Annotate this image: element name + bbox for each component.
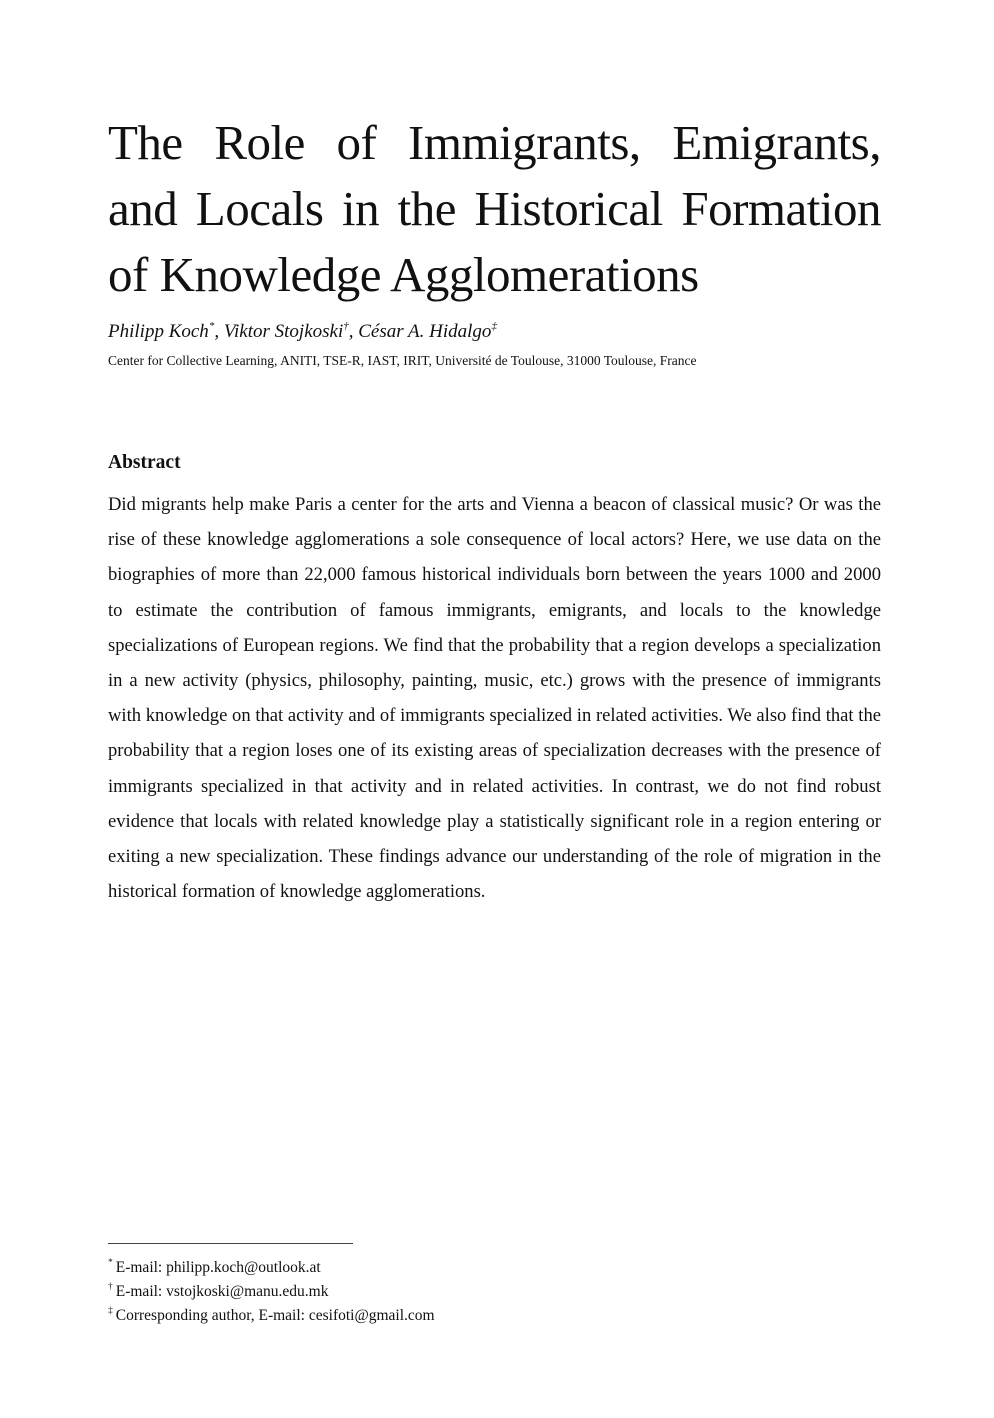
author-separator: , bbox=[348, 321, 359, 342]
footnote-text: E-mail: vstojkoski@manu.edu.mk bbox=[115, 1283, 329, 1300]
footnote-text: Corresponding author, E-mail: cesifoti@gmail.com bbox=[115, 1307, 435, 1324]
author-name: Philipp Koch bbox=[108, 321, 209, 342]
footnote bbox=[108, 1280, 435, 1304]
author-separator: , bbox=[214, 321, 224, 342]
paper-title: The Role of Immigrants, Emigrants, and Locals in the Historical Formation of Knowledge Agglomerations bbox=[108, 115, 881, 302]
footnote-mark: * bbox=[108, 1257, 113, 1268]
footnote bbox=[108, 1304, 435, 1328]
footnote-mark: † bbox=[108, 1281, 113, 1292]
footnote bbox=[108, 1256, 435, 1280]
affiliation: Center for Collective Learning, ANITI, TSE-R, IAST, IRIT, Université de Toulouse, 31000 Toulouse, France bbox=[108, 353, 697, 368]
abstract-heading: Abstract bbox=[108, 452, 181, 473]
author-footnote-mark: * bbox=[208, 319, 215, 332]
footnote-text: E-mail: philipp.koch@outlook.at bbox=[115, 1259, 321, 1276]
author-footnote-mark: † bbox=[343, 319, 349, 332]
footnote-mark: ‡ bbox=[108, 1305, 113, 1316]
abstract-text: Did migrants help make Paris a center for the arts and Vienna a beacon of classical music? Or was the rise of these knowledge agglomerations a sole consequence of local actors? Here, we use data on the biographies of more than 22,000 famous historical individuals born between the years 1000 and 2000 to estimate the contribution of famous immigrants, emigrants, and locals to the knowledge specializations of European regions. We find that the probability that a region develops a specialization in a new activity (physics, philosophy, painting, music, etc.) grows with the presence of immigrants with knowledge on that activity and of immigrants specialized in related activities. We also find that the probability that a region loses one of its existing areas of specialization decreases with the presence of immigrants specialized in that activity and in related activities. In contrast, we do not find robust evidence that locals with related knowledge play a statistically significant role in a region entering or exiting a new specialization. These findings advance our understanding of the role of migration in the historical formation of knowledge agglomerations. bbox=[108, 494, 881, 903]
footnotes bbox=[108, 1256, 435, 1328]
author-name: César A. Hidalgo bbox=[358, 321, 492, 342]
footnote-divider bbox=[108, 1243, 353, 1244]
author-list bbox=[108, 319, 497, 345]
author-name: Viktor Stojkoski bbox=[223, 321, 344, 342]
author-footnote-mark: ‡ bbox=[491, 319, 497, 332]
